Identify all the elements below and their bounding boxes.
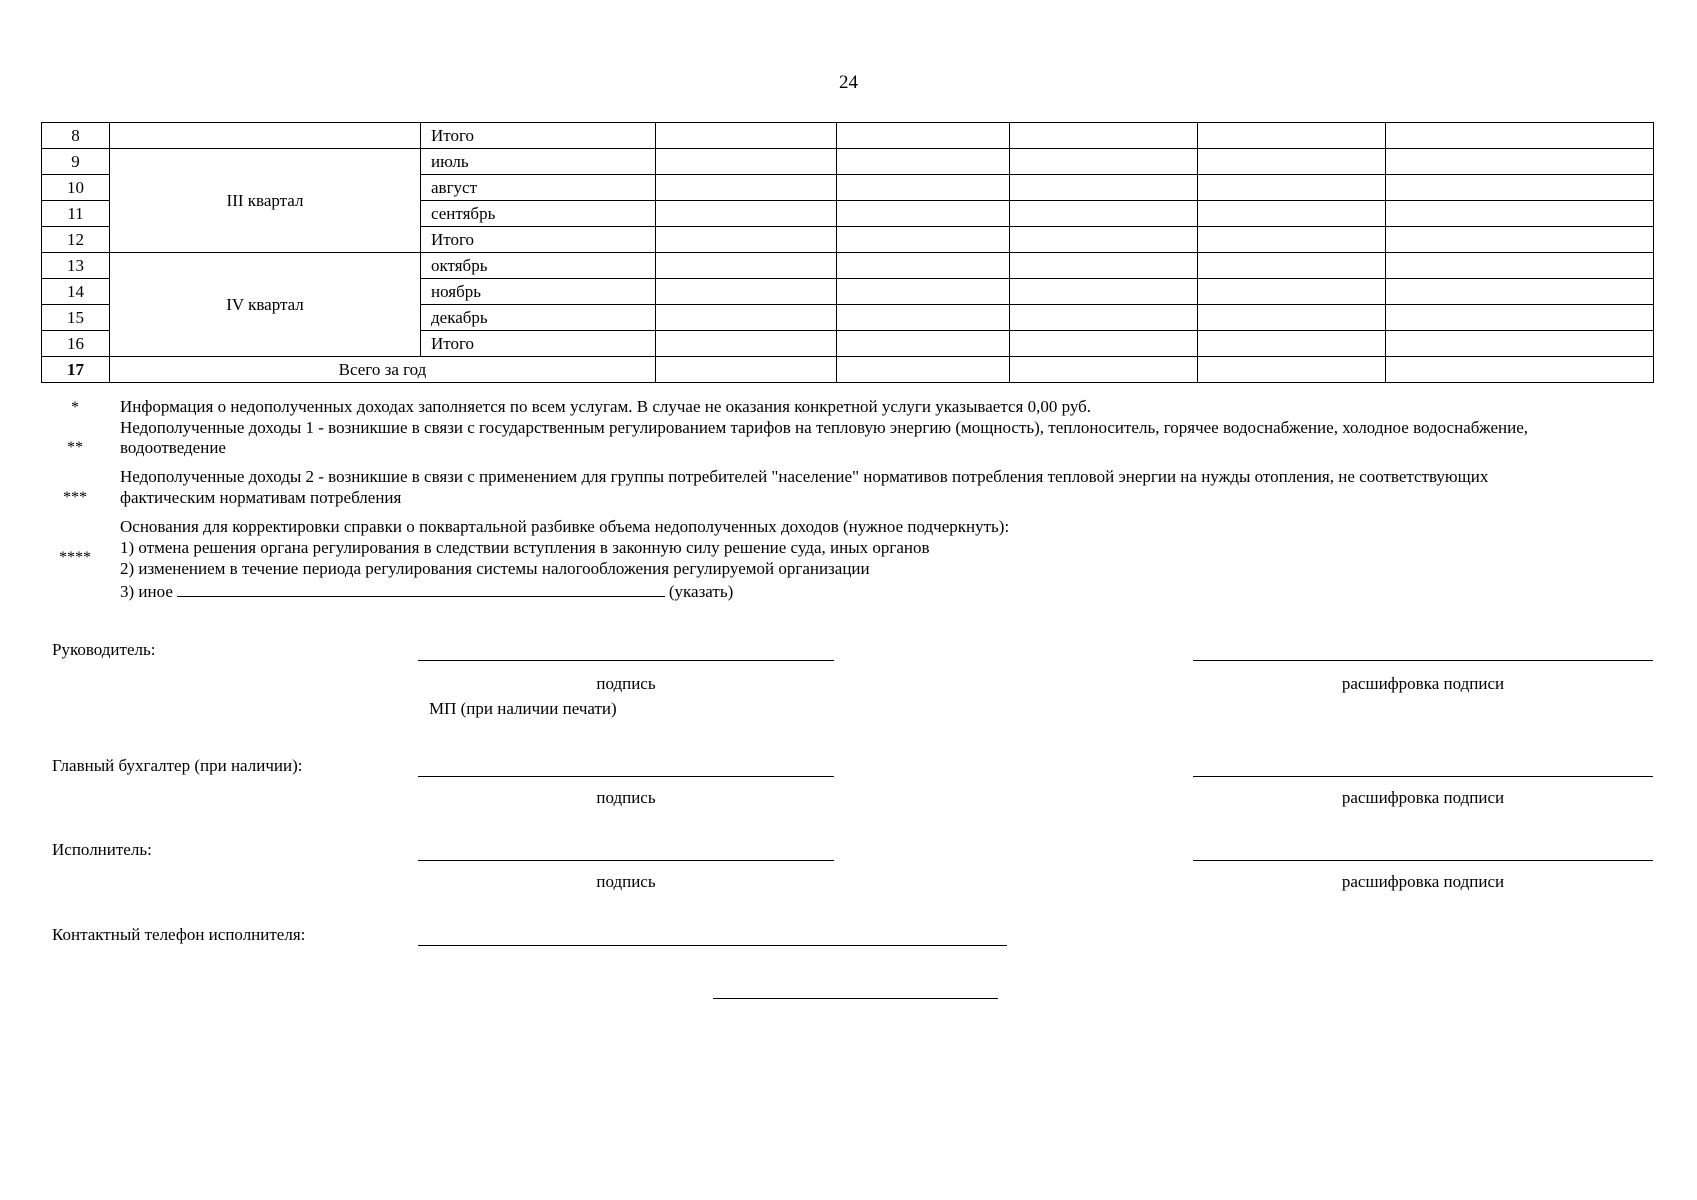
value-cell[interactable] bbox=[837, 331, 1010, 357]
value-cell[interactable] bbox=[1386, 279, 1654, 305]
month-cell: август bbox=[421, 175, 656, 201]
month-cell: декабрь bbox=[421, 305, 656, 331]
value-cell[interactable] bbox=[1010, 253, 1198, 279]
value-cell[interactable] bbox=[837, 149, 1010, 175]
decode-caption: расшифровка подписи bbox=[1341, 788, 1505, 807]
value-cell[interactable] bbox=[1010, 331, 1198, 357]
footnote-other-line bbox=[120, 580, 1650, 602]
value-cell[interactable] bbox=[656, 253, 837, 279]
value-cell[interactable] bbox=[1386, 123, 1654, 149]
value-cell[interactable] bbox=[1010, 149, 1198, 175]
head-decode-line[interactable] bbox=[1193, 660, 1653, 661]
value-cell[interactable] bbox=[656, 331, 837, 357]
footnote-mark: **** bbox=[59, 549, 91, 566]
value-cell[interactable] bbox=[1010, 279, 1198, 305]
empty-cell bbox=[110, 123, 421, 149]
value-cell[interactable] bbox=[837, 227, 1010, 253]
value-cell[interactable] bbox=[1198, 227, 1386, 253]
footnote-text: Информация о недополученных доходах заполняется по всем услугам. В случае не оказания конкретной услуги указывается 0,00 руб. bbox=[120, 397, 1092, 416]
value-cell[interactable] bbox=[1386, 201, 1654, 227]
value-cell[interactable] bbox=[837, 201, 1010, 227]
decode-caption: расшифровка подписи bbox=[1341, 872, 1505, 891]
value-cell[interactable] bbox=[1198, 357, 1386, 383]
footnote-text-line: водоотведение bbox=[120, 438, 226, 457]
table-row bbox=[42, 123, 1654, 149]
row-number: 13 bbox=[42, 253, 110, 279]
footnote-text-line: Недополученные доходы 1 - возникшие в связи с государственным регулированием тарифов на тепловую энергию (мощность), теплоноситель, горячее водоснабжение, холодное водоснабжение, bbox=[120, 418, 1529, 437]
stamp-caption: МП (при наличии печати) bbox=[429, 699, 617, 718]
value-cell[interactable] bbox=[1010, 305, 1198, 331]
value-cell[interactable] bbox=[656, 201, 837, 227]
row-number: 16 bbox=[42, 331, 110, 357]
row-number: 8 bbox=[42, 123, 110, 149]
footnote-mark: *** bbox=[63, 489, 87, 506]
value-cell[interactable] bbox=[1198, 305, 1386, 331]
page-number: 24 bbox=[839, 72, 858, 93]
value-cell[interactable] bbox=[1386, 357, 1654, 383]
head-label: Руководитель: bbox=[52, 640, 156, 659]
quarter-3-cell: III квартал bbox=[110, 149, 421, 253]
value-cell[interactable] bbox=[656, 357, 837, 383]
value-cell[interactable] bbox=[1198, 123, 1386, 149]
value-cell[interactable] bbox=[656, 279, 837, 305]
executor-signature-line[interactable] bbox=[418, 860, 834, 861]
value-cell[interactable] bbox=[656, 123, 837, 149]
total-label: Всего за год bbox=[110, 357, 656, 383]
accountant-decode-line[interactable] bbox=[1193, 776, 1653, 777]
month-cell: ноябрь bbox=[421, 279, 656, 305]
row-number: 12 bbox=[42, 227, 110, 253]
value-cell[interactable] bbox=[1386, 149, 1654, 175]
phone-label: Контактный телефон исполнителя: bbox=[52, 925, 306, 944]
value-cell[interactable] bbox=[656, 175, 837, 201]
value-cell[interactable] bbox=[1386, 175, 1654, 201]
month-cell: июль bbox=[421, 149, 656, 175]
value-cell[interactable] bbox=[1010, 123, 1198, 149]
value-cell[interactable] bbox=[656, 227, 837, 253]
table-row bbox=[42, 253, 1654, 279]
value-cell[interactable] bbox=[656, 149, 837, 175]
decode-caption: расшифровка подписи bbox=[1341, 674, 1505, 693]
month-cell: Итого bbox=[421, 227, 656, 253]
other-reason-field[interactable] bbox=[177, 580, 665, 597]
value-cell[interactable] bbox=[1010, 201, 1198, 227]
month-cell: Итого bbox=[421, 123, 656, 149]
footnote-text-line: Основания для корректировки справки о поквартальной разбивке объема недополученных доходов (нужное подчеркнуть): bbox=[120, 517, 1010, 536]
value-cell[interactable] bbox=[1386, 253, 1654, 279]
footnote-mark: ** bbox=[67, 439, 83, 456]
value-cell[interactable] bbox=[1198, 201, 1386, 227]
row-number: 10 bbox=[42, 175, 110, 201]
value-cell[interactable] bbox=[837, 357, 1010, 383]
signature-caption: подпись bbox=[596, 674, 656, 693]
row-number: 14 bbox=[42, 279, 110, 305]
executor-label: Исполнитель: bbox=[52, 840, 152, 859]
footnote-text-line: Недополученные доходы 2 - возникшие в связи с применением для группы потребителей "население" нормативов потребления тепловой энергии на нужды отопления, не соответствующих bbox=[120, 467, 1489, 486]
month-cell: октябрь bbox=[421, 253, 656, 279]
value-cell[interactable] bbox=[1010, 227, 1198, 253]
row-number: 15 bbox=[42, 305, 110, 331]
month-cell: Итого bbox=[421, 331, 656, 357]
value-cell[interactable] bbox=[1198, 253, 1386, 279]
footnote-mark: * bbox=[71, 399, 79, 416]
value-cell[interactable] bbox=[1386, 331, 1654, 357]
phone-line[interactable] bbox=[418, 945, 1007, 946]
value-cell[interactable] bbox=[1198, 149, 1386, 175]
value-cell[interactable] bbox=[656, 305, 837, 331]
accountant-signature-line[interactable] bbox=[418, 776, 834, 777]
month-cell: сентябрь bbox=[421, 201, 656, 227]
value-cell[interactable] bbox=[837, 305, 1010, 331]
executor-decode-line[interactable] bbox=[1193, 860, 1653, 861]
total-row bbox=[42, 357, 1654, 383]
signature-caption: подпись bbox=[596, 872, 656, 891]
value-cell[interactable] bbox=[1198, 175, 1386, 201]
value-cell[interactable] bbox=[1198, 279, 1386, 305]
value-cell[interactable] bbox=[837, 123, 1010, 149]
footnote-text-line: 1) отмена решения органа регулирования в следствии вступления в законную силу решение суда, иных органов bbox=[120, 538, 930, 557]
accountant-label: Главный бухгалтер (при наличии): bbox=[52, 756, 303, 775]
value-cell[interactable] bbox=[837, 253, 1010, 279]
footnote-text-line: 2) изменением в течение периода регулирования системы налогообложения регулируемой организации bbox=[120, 559, 870, 578]
value-cell[interactable] bbox=[1010, 175, 1198, 201]
value-cell[interactable] bbox=[1386, 227, 1654, 253]
row-number: 17 bbox=[42, 357, 110, 383]
value-cell[interactable] bbox=[1010, 357, 1198, 383]
value-cell[interactable] bbox=[837, 175, 1010, 201]
table-row bbox=[42, 149, 1654, 175]
other-suffix: (указать) bbox=[668, 582, 734, 601]
other-prefix: 3) иное bbox=[120, 582, 173, 601]
bottom-separator bbox=[713, 998, 998, 999]
quarter-4-cell: IV квартал bbox=[110, 253, 421, 357]
head-signature-line[interactable] bbox=[418, 660, 834, 661]
value-cell[interactable] bbox=[1386, 305, 1654, 331]
value-cell[interactable] bbox=[1198, 331, 1386, 357]
value-cell[interactable] bbox=[837, 279, 1010, 305]
signature-caption: подпись bbox=[596, 788, 656, 807]
row-number: 9 bbox=[42, 149, 110, 175]
footnote-text-line: фактическим нормативам потребления bbox=[120, 488, 402, 507]
row-number: 11 bbox=[42, 201, 110, 227]
income-table bbox=[41, 122, 1654, 383]
